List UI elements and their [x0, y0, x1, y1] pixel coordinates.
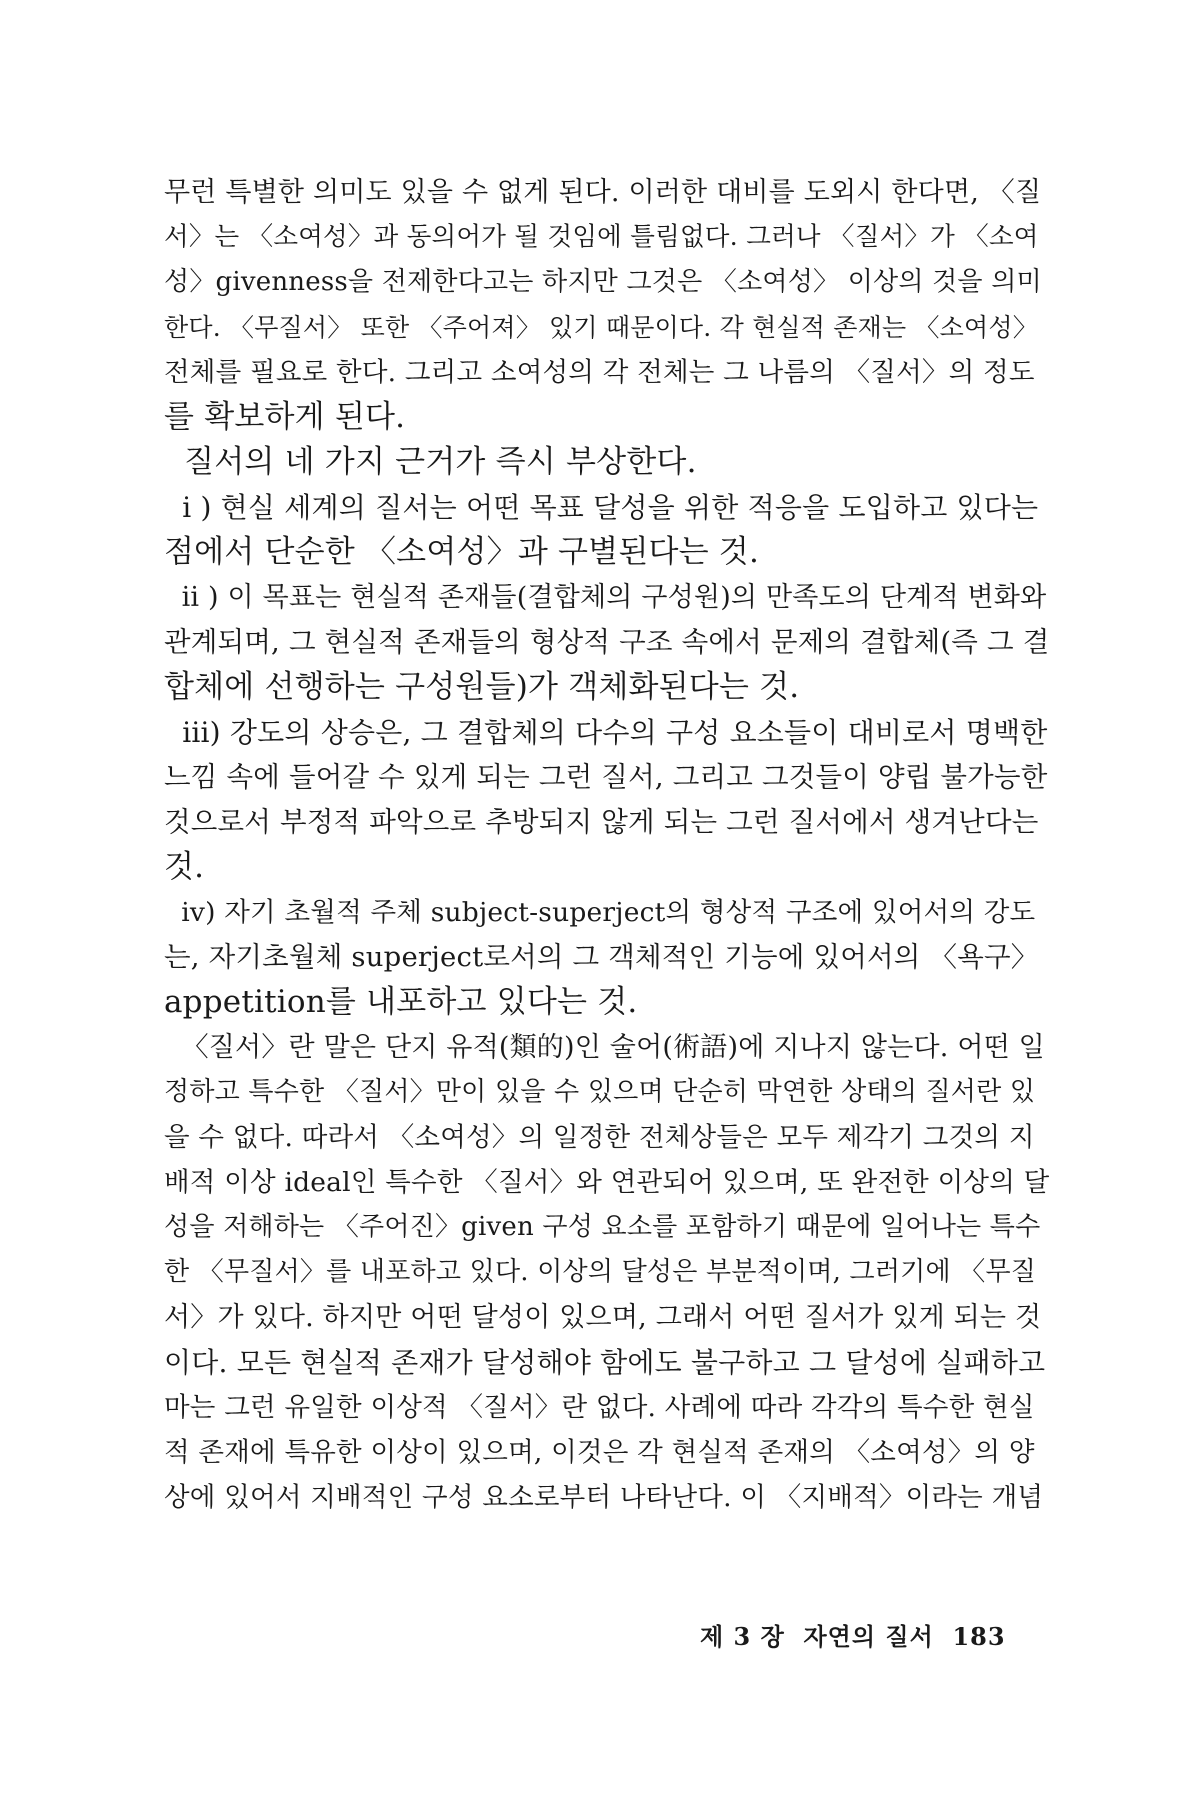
text-line: 성을 저해하는 〈주어진〉given 구성 요소를 포함하기 때문에 일어나는 특수 — [164, 1212, 1041, 1242]
text-line: appetition를 내포하고 있다는 것. — [164, 984, 638, 1020]
text-line: 관계되며, 그 현실적 존재들의 형상적 구조 속에서 문제의 결합체(즉 그 결 — [164, 626, 1050, 658]
text-line: 한 〈무질서〉를 내포하고 있다. 이상의 달성은 부분적이며, 그러기에 〈무질 — [164, 1257, 1037, 1287]
text-line: 마는 그런 유일한 이상적 〈질서〉란 없다. 사례에 따라 각각의 특수한 현실 — [164, 1392, 1035, 1423]
text-line: 합체에 선행하는 구성원들)가 객체화된다는 것. — [164, 669, 800, 705]
text-line: ii ) 이 목표는 현실적 존재들(결합체의 구성원)의 만족도의 단계적 변화와 — [164, 582, 1047, 613]
page-footer: 제 3 장 자연의 질서 183 — [700, 1622, 1006, 1651]
text-line: 배적 이상 ideal인 특수한 〈질서〉와 연관되어 있으며, 또 완전한 이상의 달 — [164, 1167, 1050, 1198]
page-body — [164, 170, 1049, 1520]
text-line: 서〉가 있다. 하지만 어떤 달성이 있으며, 그래서 어떤 질서가 있게 되는 것 — [164, 1302, 1042, 1333]
text-line: i ) 현실 세계의 질서는 어떤 목표 달성을 위한 적응을 도입하고 있다는 — [164, 491, 1039, 524]
text-line: 적 존재에 특유한 이상이 있으며, 이것은 각 현실적 존재의 〈소여성〉의 양 — [164, 1437, 1035, 1468]
text-line: iii) 강도의 상승은, 그 결합체의 다수의 구성 요소들이 대비로서 명백한 — [164, 716, 1048, 749]
text-line: 질서의 네 가지 근거가 즉시 부상한다. — [164, 444, 697, 480]
text-line: 상에 있어서 지배적인 구성 요소로부터 나타난다. 이 〈지배적〉이라는 개념 — [164, 1482, 1044, 1513]
text-line: 전체를 필요로 한다. 그리고 소여성의 각 전체는 그 나름의 〈질서〉의 정도 — [164, 357, 1035, 388]
text-line: 무런 특별한 의미도 있을 수 없게 된다. 이러한 대비를 도외시 한다면, 〈질 — [164, 177, 1042, 208]
text-line: 이다. 모든 현실적 존재가 달성해야 함에도 불구하고 그 달성에 실패하고 — [164, 1346, 1046, 1379]
text-line: 는, 자기초월체 superject로서의 그 객체적인 기능에 있어서의 〈욕구〉 — [164, 941, 1039, 973]
text-line: 것으로서 부정적 파악으로 추방되지 않게 되는 그런 질서에서 생겨난다는 — [164, 806, 1039, 838]
text-line: 정하고 특수한 〈질서〉만이 있을 수 있으며 단순히 막연한 상태의 질서란 있 — [164, 1077, 1036, 1107]
text-line: 느낌 속에 들어갈 수 있게 되는 그런 질서, 그리고 그것들이 양립 불가능한 — [164, 761, 1048, 793]
text-line: 서〉는 〈소여성〉과 동의어가 될 것임에 틀림없다. 그러나 〈질서〉가 〈소여 — [164, 222, 1039, 252]
text-line: 성〉givenness을 전제한다고는 하지만 그것은 〈소여성〉 이상의 것을 의미 — [164, 267, 1042, 297]
text-line: 을 수 없다. 따라서 〈소여성〉의 일정한 전체상들은 모두 제각기 그것의 지 — [164, 1122, 1035, 1153]
text-line: iv) 자기 초월적 주체 subject-superject의 형상적 구조에 있어서의 강도 — [164, 897, 1036, 928]
text-line: 한다. 〈무질서〉 또한 〈주어져〉 있기 때문이다. 각 현실적 존재는 〈소여성〉 — [164, 313, 1038, 342]
text-line: 것. — [164, 849, 205, 885]
text-line: 〈질서〉란 말은 단지 유적(類的)인 술어(術語)에 지나지 않는다. 어떤 일 — [164, 1032, 1045, 1063]
text-line: 점에서 단순한 〈소여성〉과 구별된다는 것. — [164, 534, 760, 570]
text-line: 를 확보하게 된다. — [164, 399, 406, 435]
